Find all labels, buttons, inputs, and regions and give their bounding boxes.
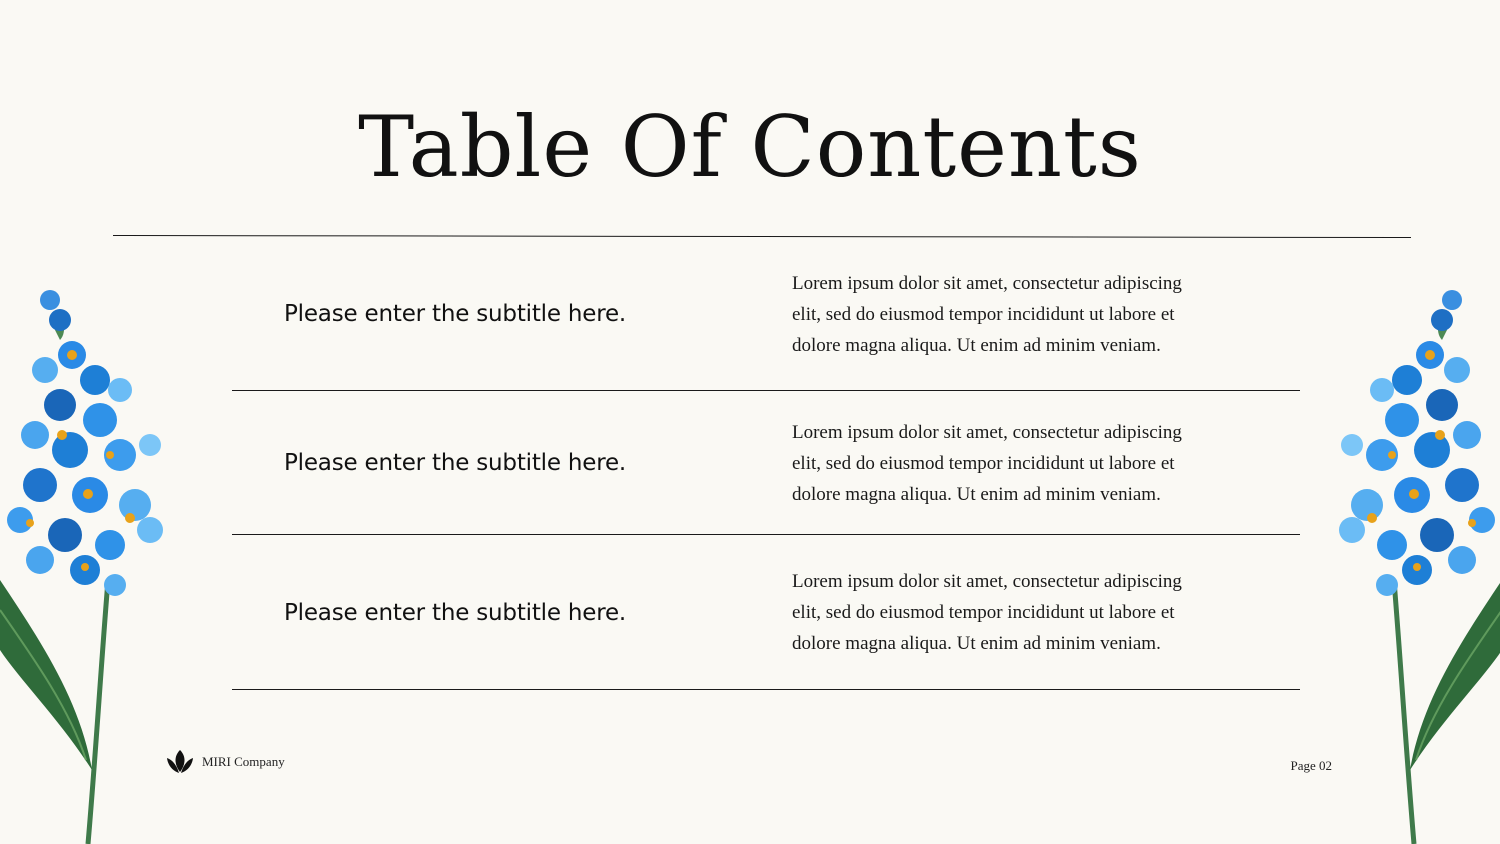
page-title: Table Of Contents	[358, 98, 1142, 196]
page-number: Page 02	[1290, 758, 1332, 773]
three-leaf-icon	[166, 748, 194, 776]
entry-subtitle: Please enter the subtitle here.	[284, 301, 627, 327]
entry-description: Lorem ipsum dolor sit amet, consectetur adipiscing elit, sed do eiusmod tempor incididunt ut labore et dolore magna aliqua. Ut enim ad minim veniam.	[792, 571, 1182, 654]
entry-subtitle: Please enter the subtitle here.	[284, 600, 627, 626]
forget-me-not-flower-right-icon	[1322, 280, 1500, 844]
entry-divider	[232, 390, 1300, 391]
forget-me-not-flower-left-icon	[0, 280, 180, 844]
title-divider	[113, 235, 1411, 238]
entry-description: Lorem ipsum dolor sit amet, consectetur adipiscing elit, sed do eiusmod tempor incididunt ut labore et dolore magna aliqua. Ut enim ad minim veniam.	[792, 422, 1182, 505]
entry-description: Lorem ipsum dolor sit amet, consectetur adipiscing elit, sed do eiusmod tempor incididunt ut labore et dolore magna aliqua. Ut enim ad minim veniam.	[792, 273, 1182, 356]
footer-brand	[166, 748, 285, 776]
brand-name: MIRI Company	[202, 754, 285, 769]
entry-subtitle: Please enter the subtitle here.	[284, 450, 627, 476]
entry-divider	[232, 534, 1300, 535]
entry-divider	[232, 689, 1300, 690]
